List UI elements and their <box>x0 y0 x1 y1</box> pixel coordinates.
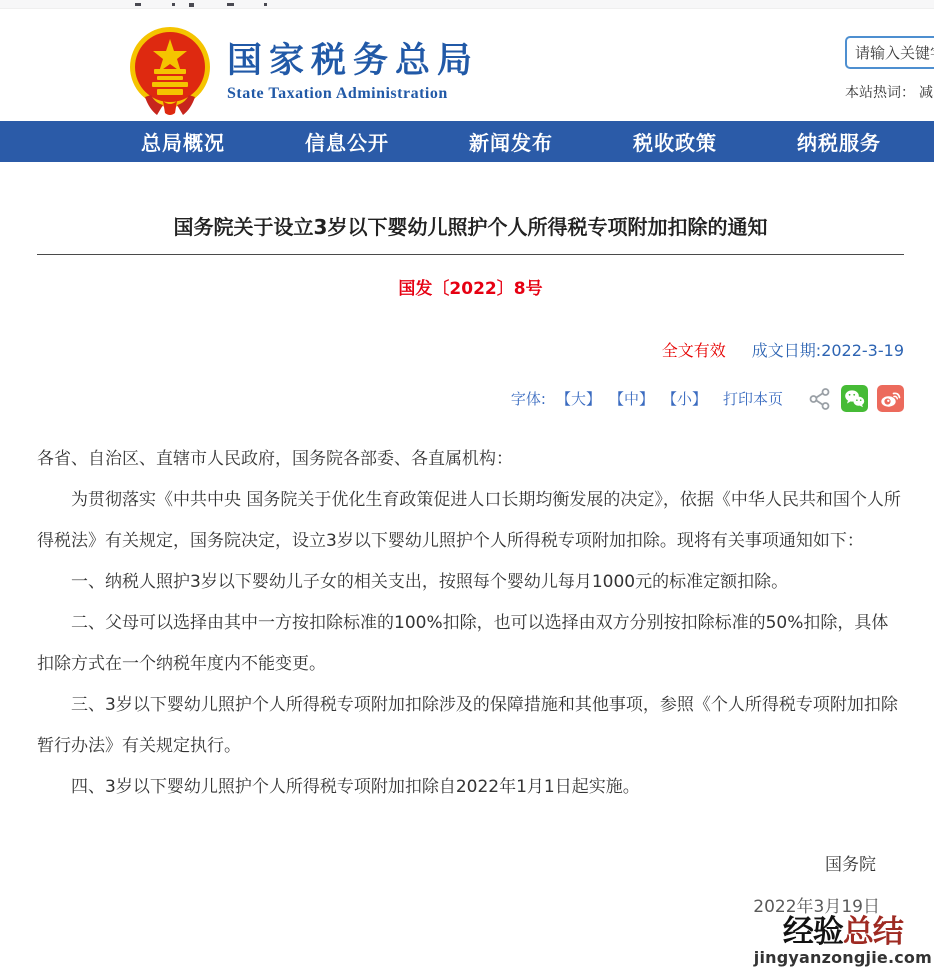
cutoff-text-fragment <box>172 3 175 6</box>
document-title: 国务院关于设立3岁以下婴幼儿照护个人所得税专项附加扣除的通知 <box>173 215 768 239</box>
site-watermark <box>753 914 932 967</box>
nav-item-tax-service[interactable]: 纳税服务 <box>797 131 881 155</box>
written-date: 成文日期:2022-3-19 <box>751 341 904 360</box>
watermark-text <box>754 914 932 950</box>
site-title-en: State Taxation Administration <box>227 85 448 102</box>
nav-item-news[interactable]: 新闻发布 <box>469 131 553 155</box>
site-logo[interactable] <box>127 27 479 117</box>
national-emblem-icon <box>127 27 213 117</box>
tools-row <box>37 385 904 412</box>
watermark-text-black: 经验 <box>782 914 843 950</box>
hot-words-label: 本站热词： <box>845 85 915 101</box>
weibo-icon <box>877 385 904 412</box>
paragraph: 三、3岁以下婴幼儿照护个人所得税专项附加扣除涉及的保障措施和其他事项，参照《个人所得税专项附加扣除暂行办法》有关规定执行。 <box>37 695 898 756</box>
nav-item-info-disclosure[interactable]: 信息公开 <box>305 131 389 155</box>
weibo-share-button[interactable] <box>877 385 904 412</box>
title-divider <box>37 254 904 255</box>
signature-date: 2022年3月19日 <box>753 897 880 917</box>
paragraph: 一、纳税人照护3岁以下婴幼儿子女的相关支出，按照每个婴幼儿每月1000元的标准定额扣除。 <box>71 572 789 592</box>
nav-item-tax-policy[interactable]: 税收政策 <box>633 131 717 155</box>
cutoff-text-fragment <box>135 3 141 6</box>
signature: 国务院 <box>825 855 876 875</box>
main-nav <box>0 121 934 162</box>
font-size-medium-button[interactable]: 【中】 <box>608 390 654 408</box>
validity-badge: 全文有效 <box>661 341 726 360</box>
hot-words <box>845 82 934 102</box>
document-body <box>37 439 904 808</box>
site-title-cn: 国家税务总局 <box>227 41 480 81</box>
document-content <box>0 212 934 917</box>
salutation: 各省、自治区、直辖市人民政府，国务院各部委、各直属机构： <box>37 449 513 469</box>
share-button[interactable] <box>808 387 832 411</box>
font-size-large-button[interactable]: 【大】 <box>555 390 601 408</box>
search-area <box>845 36 934 102</box>
nav-item-overview[interactable]: 总局概况 <box>141 131 225 155</box>
paragraph: 为贯彻落实《中共中央 国务院关于优化生育政策促进人口长期均衡发展的决定》，依据《中华人民共和国个人所得税法》有关规定，国务院决定，设立3岁以下婴幼儿照护个人所得税专项附加扣除。现将有关事项通知如下： <box>37 490 901 551</box>
share-nodes-icon <box>808 387 832 411</box>
status-row <box>37 338 904 361</box>
site-header <box>0 9 934 121</box>
hot-word-link[interactable]: 减 <box>919 85 933 101</box>
cutoff-text-fragment <box>264 3 267 6</box>
cutoff-text-fragment <box>189 3 194 7</box>
search-input[interactable] <box>845 36 934 69</box>
cutoff-text-fragment <box>227 3 234 6</box>
watermark-url: jingyanzongjie.com <box>753 948 932 967</box>
document-number: 国发〔2022〕8号 <box>398 279 543 299</box>
font-size-label: 字体: <box>510 390 546 408</box>
wechat-icon <box>841 385 868 412</box>
watermark-text-red: 总结 <box>842 914 903 950</box>
logo-text <box>227 41 479 103</box>
paragraph: 四、3岁以下婴幼儿照护个人所得税专项附加扣除自2022年1月1日起实施。 <box>71 777 640 797</box>
wechat-share-button[interactable] <box>841 385 868 412</box>
print-page-button[interactable]: 打印本页 <box>722 390 783 408</box>
top-strip <box>0 0 934 9</box>
paragraph: 二、父母可以选择由其中一方按扣除标准的100%扣除，也可以选择由双方分别按扣除标准的50%扣除，具体扣除方式在一个纳税年度内不能变更。 <box>37 613 889 674</box>
font-size-small-button[interactable]: 【小】 <box>661 390 707 408</box>
